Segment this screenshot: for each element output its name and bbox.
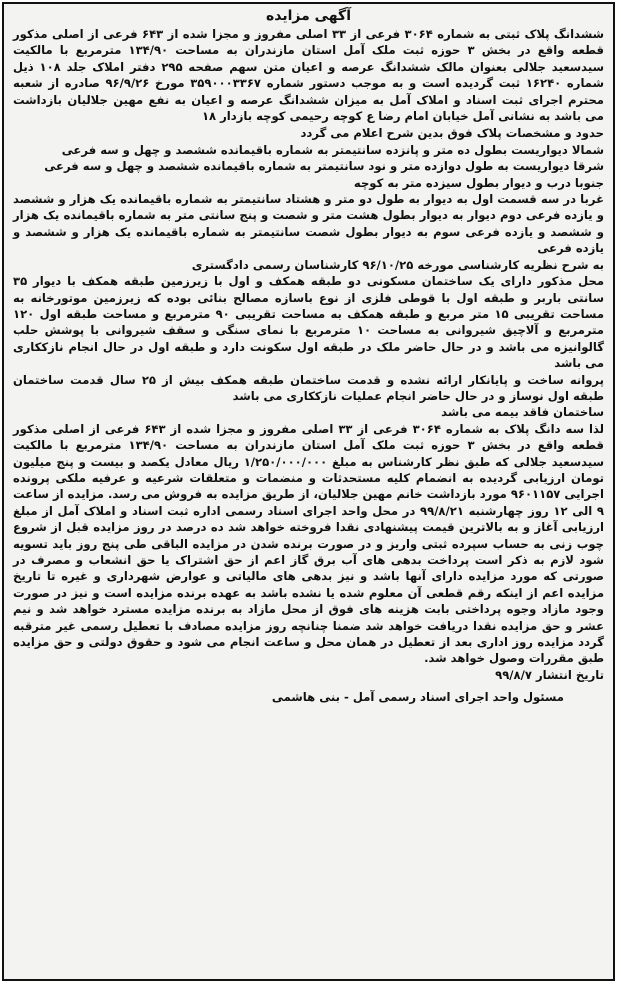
notice-paragraph-expert-opinion: به شرح نظریه کارشناسی مورخه ۹۶/۱۰/۲۵ کارشناسان رسمی دادگستری [191, 257, 604, 272]
notice-paragraph-insurance: ساختمان فاقد بیمه می باشد [441, 405, 604, 420]
notice-box [2, 2, 615, 981]
notice-paragraph-permit: پروانه ساخت و پایانکار ارائه نشده و قدمت ساختمان طبقه همکف بیش از ۲۵ سال قدمت ساختمان طبقه اول نوساز و در حال حاضر انجام عملیات نازککاری می باشد [13, 372, 605, 403]
notice-paragraph-bounds-intro: حدود و مشخصات پلاک فوق بدین شرح اعلام می گردد [300, 126, 604, 141]
notice-paragraph-auction-terms: لذا سه دانگ پلاک به شماره ۳۰۶۴ فرعی از ۳۳ اصلی مفروز و مجزا شده از ۶۴۳ فرعی از اصلی مذکور قطعه واقع در بخش ۳ حوزه ثبت ملک آمل استان مازندران به مساحت ۱۳۴/۹۰ مترمربع با مالکیت سیدسعید جلالی که طبق نظر کارشناس به مبلغ ۱/۲۵۰/۰۰۰/۰۰۰ ریال معادل یکصد و بیست و پنج میلیون تومان ارزیابی گردیده به انضمام کلیه مستحدثات و منضمات و متعلقات شرعیه و عرفیه ملکی پرونده اجرایی ۹۶۰۱۱۵۷ مورد بازداشت خانم مهین جلالیان، از طریق مزایده به فروش می رسد. مزایده از ساعت ۹ الی ۱۲ روز چهارشنبه ۹۹/۸/۲۱ در محل واحد اجرای اسناد رسمی اداره ثبت اسناد و املاک آمل از مبلغ ارزیابی آغاز و به بالاترین قیمت پیشنهادی نقدا فروخته خواهد شد ده درصد در روز مزایده قبل از شروع چوب زنی به حساب سپرده ثبتی واریز و در صورت برنده شدن در مزایده الباقی طی پنج روز باید تسویه شود لازم به ذکر است پرداخت بدهی های آب برق گاز اعم از حق اشتراک یا حق انشعاب و مصرف در صورتی که مورد مزایده دارای آنها باشد و نیز بدهی های مالیاتی و عوارض شهرداری و غیره تا تاریخ مزایده اعم از اینکه رقم قطعی آن معلوم شده یا نشده باشد به عهده برنده مزایده است و نیز در صورت وجود مازاد وجوه پرداختی بابت هزینه های فوق از محل مازاد به برنده مزایده مسترد خواهد شد و نیم عشر و حق مزایده نقدا دریافت خواهد شد ضمنا چنانچه روز مزایده مصادف با تعطیل رسمی غیر مترقبه گردد مزایده روز اداری بعد از تعطیل در همان محل و ساعت انجام می شود و حقوق دولتی و حق مزایده طبق مقررات وصول خواهد شد. [12, 421, 604, 666]
notice-paragraph-east: شرقا دیواریست به طول دوازده متر و نود سانتیمتر به شماره باقیمانده ششصد و چهل و سه فرعی [44, 159, 604, 174]
notice-paragraph-property: ششدانگ پلاک ثبتی به شماره ۳۰۶۴ فرعی از ۳۳ اصلی مفروز و مجزا شده از ۶۴۳ فرعی از اصلی مذکور قطعه واقع در بخش ۳ حوزه ثبت ملک آمل استان مازندران به مساحت ۱۳۴/۹۰ مترمربع با مالکیت سیدسعید جلالی بعنوان مالک ششدانگ عرصه و اعیان متن سهم صفحه ۲۹۵ دفتر املاک جلد ۱۰۸ ذیل شماره ۱۶۲۴۰ ثبت گردیده است و به موجب دستور شماره ۳۵۹۰۰۰۳۳۶۷ مورخ ۹۶/۹/۲۶ صادره از شعبه محترم اجرای ثبت اسناد و املاک آمل به میزان ششدانگ عرصه و اعیان به نفع مهین جلالیان بازداشت می باشد به نشانی آمل خیابان امام رضا ع کوچه رحیمی کوچه بازدار ۱۸ [13, 27, 605, 124]
notice-signature: مسئول واحد اجرای اسناد رسمی آمل - بنی هاشمی [271, 690, 564, 705]
notice-paragraph-south: جنوبا درب و دیوار بطول سیزده متر به کوچه [353, 175, 604, 190]
notice-paragraph-west: غربا در سه قسمت اول به دیوار به طول دو متر و هشتاد سانتیمتر به شماره باقیمانده یک هزار و ششصد و یازده فرعی دوم دیوار به دیوار بطول هشت متر و شصت و پنج سانتی متر به شماره باقیمانده یک هزار و ششصد و یازده فرعی سوم به دیوار بطول شصت سانتیمتر به شماره باقیمانده یک هزار و ششصد و یازده فرعی [13, 192, 604, 256]
notice-paragraph-building: محل مذکور دارای یک ساختمان مسکونی دو طبقه همکف و اول با زیرزمین طبقه همکف با دیوار ۳۵ سانتی باربر و طبقه اول با قوطی فلزی از نوع باسازه مصالح بنائی بوده که زیرزمین موتورخانه به مساحت تقریبی ۱۵ متر مربع و طبقه همکف به مساحت تقریبی ۹۰ مترمربع و مساحت طبقه اول ۱۲۰ مترمربع و آلاچیق شیروانی به مساحت ۱۰ مترمربع با نمای سنگی و سقف شیروانی با پوشش حلب گالوانیزه می باشد و در حال حاضر ملک در طبقه اول سکونت دارد و طبقه اول در حال انجام نازککاری می باشد [13, 274, 604, 371]
notice-title: آگهی مزایده [265, 8, 351, 24]
notice-paragraph-north: شمالا دیواریست بطول ده متر و پانزده سانتیمتر به شماره باقیمانده ششصد و چهل و سه فرعی [61, 142, 604, 157]
notice-publish-date: تاریخ انتشار ۹۹/۸/۷ [495, 667, 604, 682]
